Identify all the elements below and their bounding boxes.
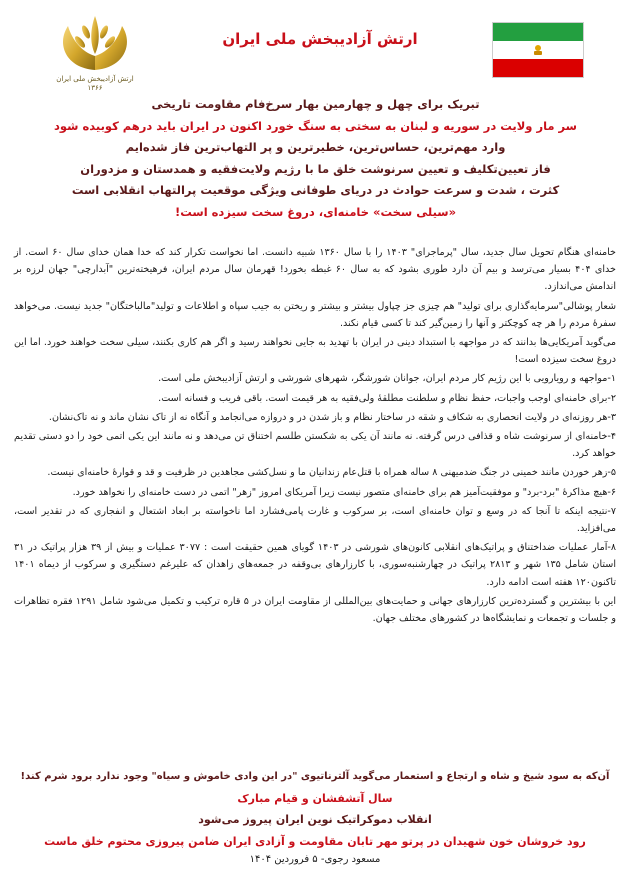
- header: [0, 0, 631, 98]
- body-paragraph: ۱-مواجهه و رویارویی با این رژیم کار مردم ایران، جوانان شورشگر، شهرهای شورشی و ارتش آزادیبخش ملی است.: [158, 373, 616, 385]
- signature: مسعود رجوی- ۵ فروردین ۱۴۰۴: [249, 854, 381, 865]
- body-paragraph: شعار پوشالی"سرمایه‌گذاری برای تولید" هم چیزی جز چپاول بیشتر و بیشتر و ریختن به جیب سپاه و اطلاعات و تولید"مالباختگان" جدید نیست. می‌خواهد سفرهٔ مردم را هر چه کوچکتر و آنها را زمین‌گیر کند تا کسی قیام نکند.: [14, 300, 616, 329]
- statement-body: [14, 244, 616, 629]
- body-paragraph: ۶-هیچ مذاکرهٔ "برد-برد" و موفقیت‌آمیز هم برای خامنه‌ای متصور نیست زیرا آمریکای امروز "زهر" اتمی در دست خامنه‌ای را نخواهد خورد.: [72, 486, 616, 498]
- headline-5: «سیلی سخت» خامنه‌ای، دروغ سخت سیزده است!: [174, 204, 457, 219]
- headline-4: کثرت ، شدت و سرعت حوادث در دریای طوفانی ویژگی موقعیت پرالتهاب انقلابی است: [71, 183, 560, 197]
- closing-line-1: سال آتشفشان و قیام مبارک: [237, 791, 393, 805]
- headline-block: [20, 94, 611, 223]
- closing-block: [14, 766, 616, 868]
- headline-3: فاز تعیین‌تکلیف و تعیین سرنوشت خلق ما با رژیم ولایت‌فقیه و همدستان و مزدوران: [80, 161, 551, 176]
- organization-title: ارتش آزادیبخش ملی ایران: [222, 30, 418, 48]
- headline-1: سر مار ولایت در سوریه و لبنان به سختی به سنگ خورد اکنون در ایران باید درهم کوبیده شود: [54, 118, 577, 133]
- headline-2: وارد مهم‌ترین، حساس‌ترین، خطیرترین و پر التهاب‌ترین فاز شده‌ایم: [125, 140, 506, 154]
- body-paragraph: ۴-خامنه‌ای از سرنوشت شاه و قذافی درس گرفته. نه مانند آن یکی به شکستن طلسم اختناق تن می‌دهد و نه مانند این یکی اتمی خود را دو دستی تقدیم خواهد کرد.: [14, 431, 616, 460]
- body-paragraph: ۵-زهر خوردن مانند خمینی در جنگ ضدمیهنی ۸ ساله همراه با قتل‌عام زندانیان ما و نسل‌کشی مجاهدین در ظرفیت و قد و قوارهٔ خامنه‌ای نیست.: [47, 467, 616, 479]
- gold-wheat-crown-logo-icon: [46, 10, 144, 74]
- closing-line-3: رود خروشان خون شهیدان در پرتو مهر تابان مقاومت و آزادی ایران ضامن پیروزی محتوم خلق ماست: [44, 834, 586, 848]
- iran-lion-and-sun-flag-icon: [492, 22, 584, 78]
- body-paragraph: ۸-آمار عملیات ضداختناق و پراتیک‌های انقلابی کانون‌های شورشی در ۱۴۰۳ گویای همین حقیقت است : ۳۰۷۷ عملیات و بیش از ۳۹ هزار پراتیک در ۳۱ استان شامل ۱۳۵ شهر و ۲۸۱۳ پراتیک در چهارشنبه‌سوری، با کارزارهای بی‌وقفه در جمعه‌های زاهدان که علیرغم دستگیری و سرکوب از دیماه ۱۴۰۱ تاکنون۱۲۰ هفته است ادامه دارد.: [14, 542, 616, 588]
- closing-line-0: آن‌که به سود شیخ و شاه و ارتجاع و استعمار می‌گوید آلترناتیوی "در این وادی خاموش و سیاه" وجود ندارد برود شرم کند!: [20, 771, 610, 782]
- nla-logo: [46, 10, 144, 96]
- body-paragraph: ۲-برای خامنه‌ای اوجب واجبات، حفظ نظام و سلطنت مطلقهٔ ولی‌فقیه به هر قیمت است. باقی فریب و فسانه است.: [158, 392, 616, 404]
- body-paragraph: می‌گوید آمریکایی‌ها بدانند که در مواجهه با استبداد دینی در ایران با تهدید به جایی نخواهند رسید و اگر هم کاری بکنند، سیلی سخت خواهند خورد. اما این دروغ سخت سیزده است!: [14, 337, 616, 366]
- body-paragraph: ۷-نتیجه اینکه تا آنجا که در وسع و توان خامنه‌ای است، بر سرکوب و غارت پامی‌فشارد اما ناخواسته بر ابعاد اشتعال و انفجاری که در تقدیر است، می‌افزاید.: [14, 505, 616, 535]
- logo-caption: ارتش آزادیبخش ملی ایران: [56, 75, 134, 83]
- body-paragraph: خامنه‌ای هنگام تحویل سال جدید، سال "پرماجرای" ۱۴۰۳ را با سال ۱۳۶۰ شبیه دانست. اما نخواست تکرار کند که خدا همان خدای سال ۶۰ است. از خدای ۴۰۴ بسیار می‌ترسد و بیم آن دارد طوری بشود که به سال ۶۰ غبطه بخورد! قهرمان سال مردم ایران، فرهیخته‌ترین "آبدارچی" جهان لرزه بر اندامش می‌اندازد.: [14, 247, 616, 293]
- body-paragraph: این با بیشترین و گسترده‌ترین کارزارهای جهانی و حمایت‌های بین‌المللی از مقاومت ایران در ۵ قاره ترکیب و تکمیل می‌شود شامل ۱۲۹۱ فقره تظاهرات و جلسات و تجمعات و نمایشگاه‌ها در کشورهای مختلف جهان.: [14, 595, 616, 625]
- closing-line-2: انقلاب دموکراتیک نوین ایران پیروز می‌شود: [198, 813, 432, 826]
- headline-0: تبریک برای چهل و چهارمین بهار سرخ‌فام مقاومت تاریخی: [151, 97, 480, 111]
- body-paragraph: ۳-هر روزنه‌ای در ولایت انحصاری به شکاف و شقه در ساختار نظام و باز شدن در و دروازه می‌انجامد و آنگاه نه از تاک نشان ماند و نه تاک‌نشان.: [48, 411, 616, 423]
- lion-and-sun-emblem-icon: [532, 43, 544, 57]
- logo-year: ۱۳۶۶: [87, 84, 103, 92]
